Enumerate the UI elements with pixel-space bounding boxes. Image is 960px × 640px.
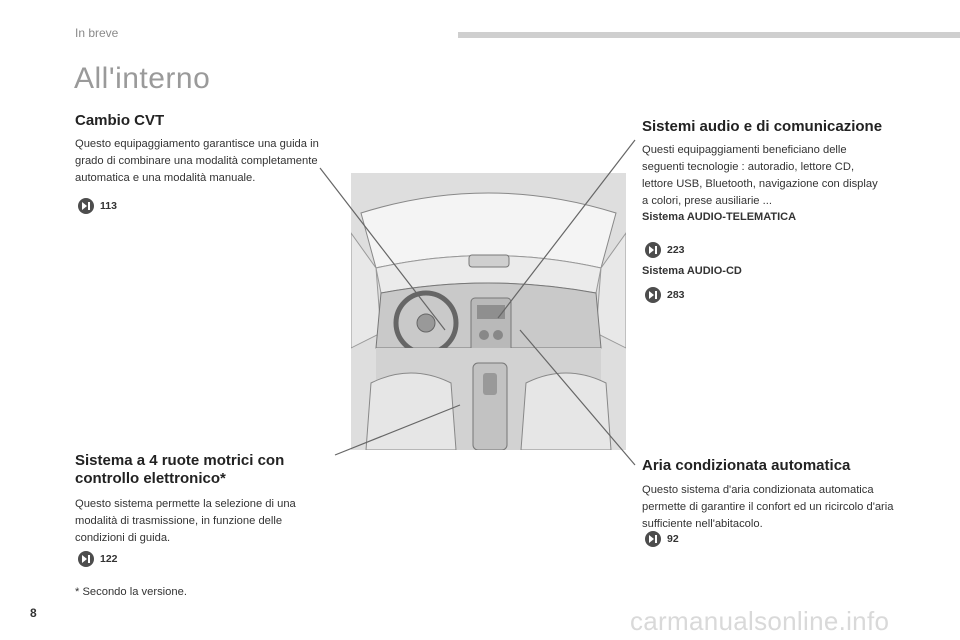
- section-four-wd: [75, 452, 325, 547]
- page-title: All'interno: [74, 62, 211, 95]
- page-ref-cvt[interactable]: [78, 198, 117, 214]
- watermark: carmanualsonline.info: [630, 606, 890, 636]
- section-audio: [642, 118, 887, 223]
- section-title-cvt: Cambio CVT: [75, 112, 165, 129]
- page-ref-number: 223: [667, 244, 685, 256]
- page-reference-icon: [645, 531, 661, 547]
- page-ref-audio-telematica[interactable]: [645, 242, 685, 258]
- car-interior-drawing: [351, 173, 626, 450]
- section-title-climate: Aria condizionata automatica: [642, 457, 851, 474]
- section-climate: [642, 457, 902, 533]
- page-number: 8: [30, 606, 37, 620]
- page-ref-audio-cd[interactable]: [645, 287, 685, 303]
- page-reference-icon: [78, 551, 94, 567]
- car-interior-illustration: [351, 173, 626, 450]
- header-rule: [458, 32, 960, 38]
- footnote: * Secondo la versione.: [75, 586, 187, 598]
- section-header: In breve: [75, 26, 119, 40]
- page-reference-icon: [78, 198, 94, 214]
- page-ref-number: 283: [667, 289, 685, 301]
- audio-telematica-label: Sistema AUDIO-TELEMATICA: [642, 211, 797, 223]
- page-ref-four-wd[interactable]: [78, 551, 118, 567]
- section-body-climate: Questo sistema d'aria condizionata automatica permette di garantire il confort ed un ricircolo d'aria sufficiente nell'abitacolo.: [642, 484, 894, 530]
- audio-cd-label: Sistema AUDIO-CD: [642, 265, 742, 277]
- section-cvt: [75, 112, 345, 187]
- section-title-four-wd: Sistema a 4 ruote motrici con controllo elettronico*: [75, 452, 285, 487]
- section-body-four-wd: Questo sistema permette la selezione di una modalità di trasmissione, in funzione delle condizioni di guida.: [75, 498, 296, 544]
- section-title-audio: Sistemi audio e di comunicazione: [642, 118, 883, 135]
- page-ref-climate[interactable]: [645, 531, 679, 547]
- page-ref-number: 113: [100, 200, 117, 212]
- page-reference-icon: [645, 287, 661, 303]
- page-reference-icon: [645, 242, 661, 258]
- page-ref-number: 92: [667, 533, 679, 545]
- section-body-audio: Questi equipaggiamenti beneficiano delle seguenti tecnologie : autoradio, lettore CD, lettore USB, Bluetooth, navigazione con display a colori, prese ausiliarie ...: [642, 144, 878, 207]
- page-ref-number: 122: [100, 553, 118, 565]
- section-body-cvt: Questo equipaggiamento garantisce una guida in grado di combinare una modalità completamente automatica e una modalità manuale.: [75, 138, 319, 184]
